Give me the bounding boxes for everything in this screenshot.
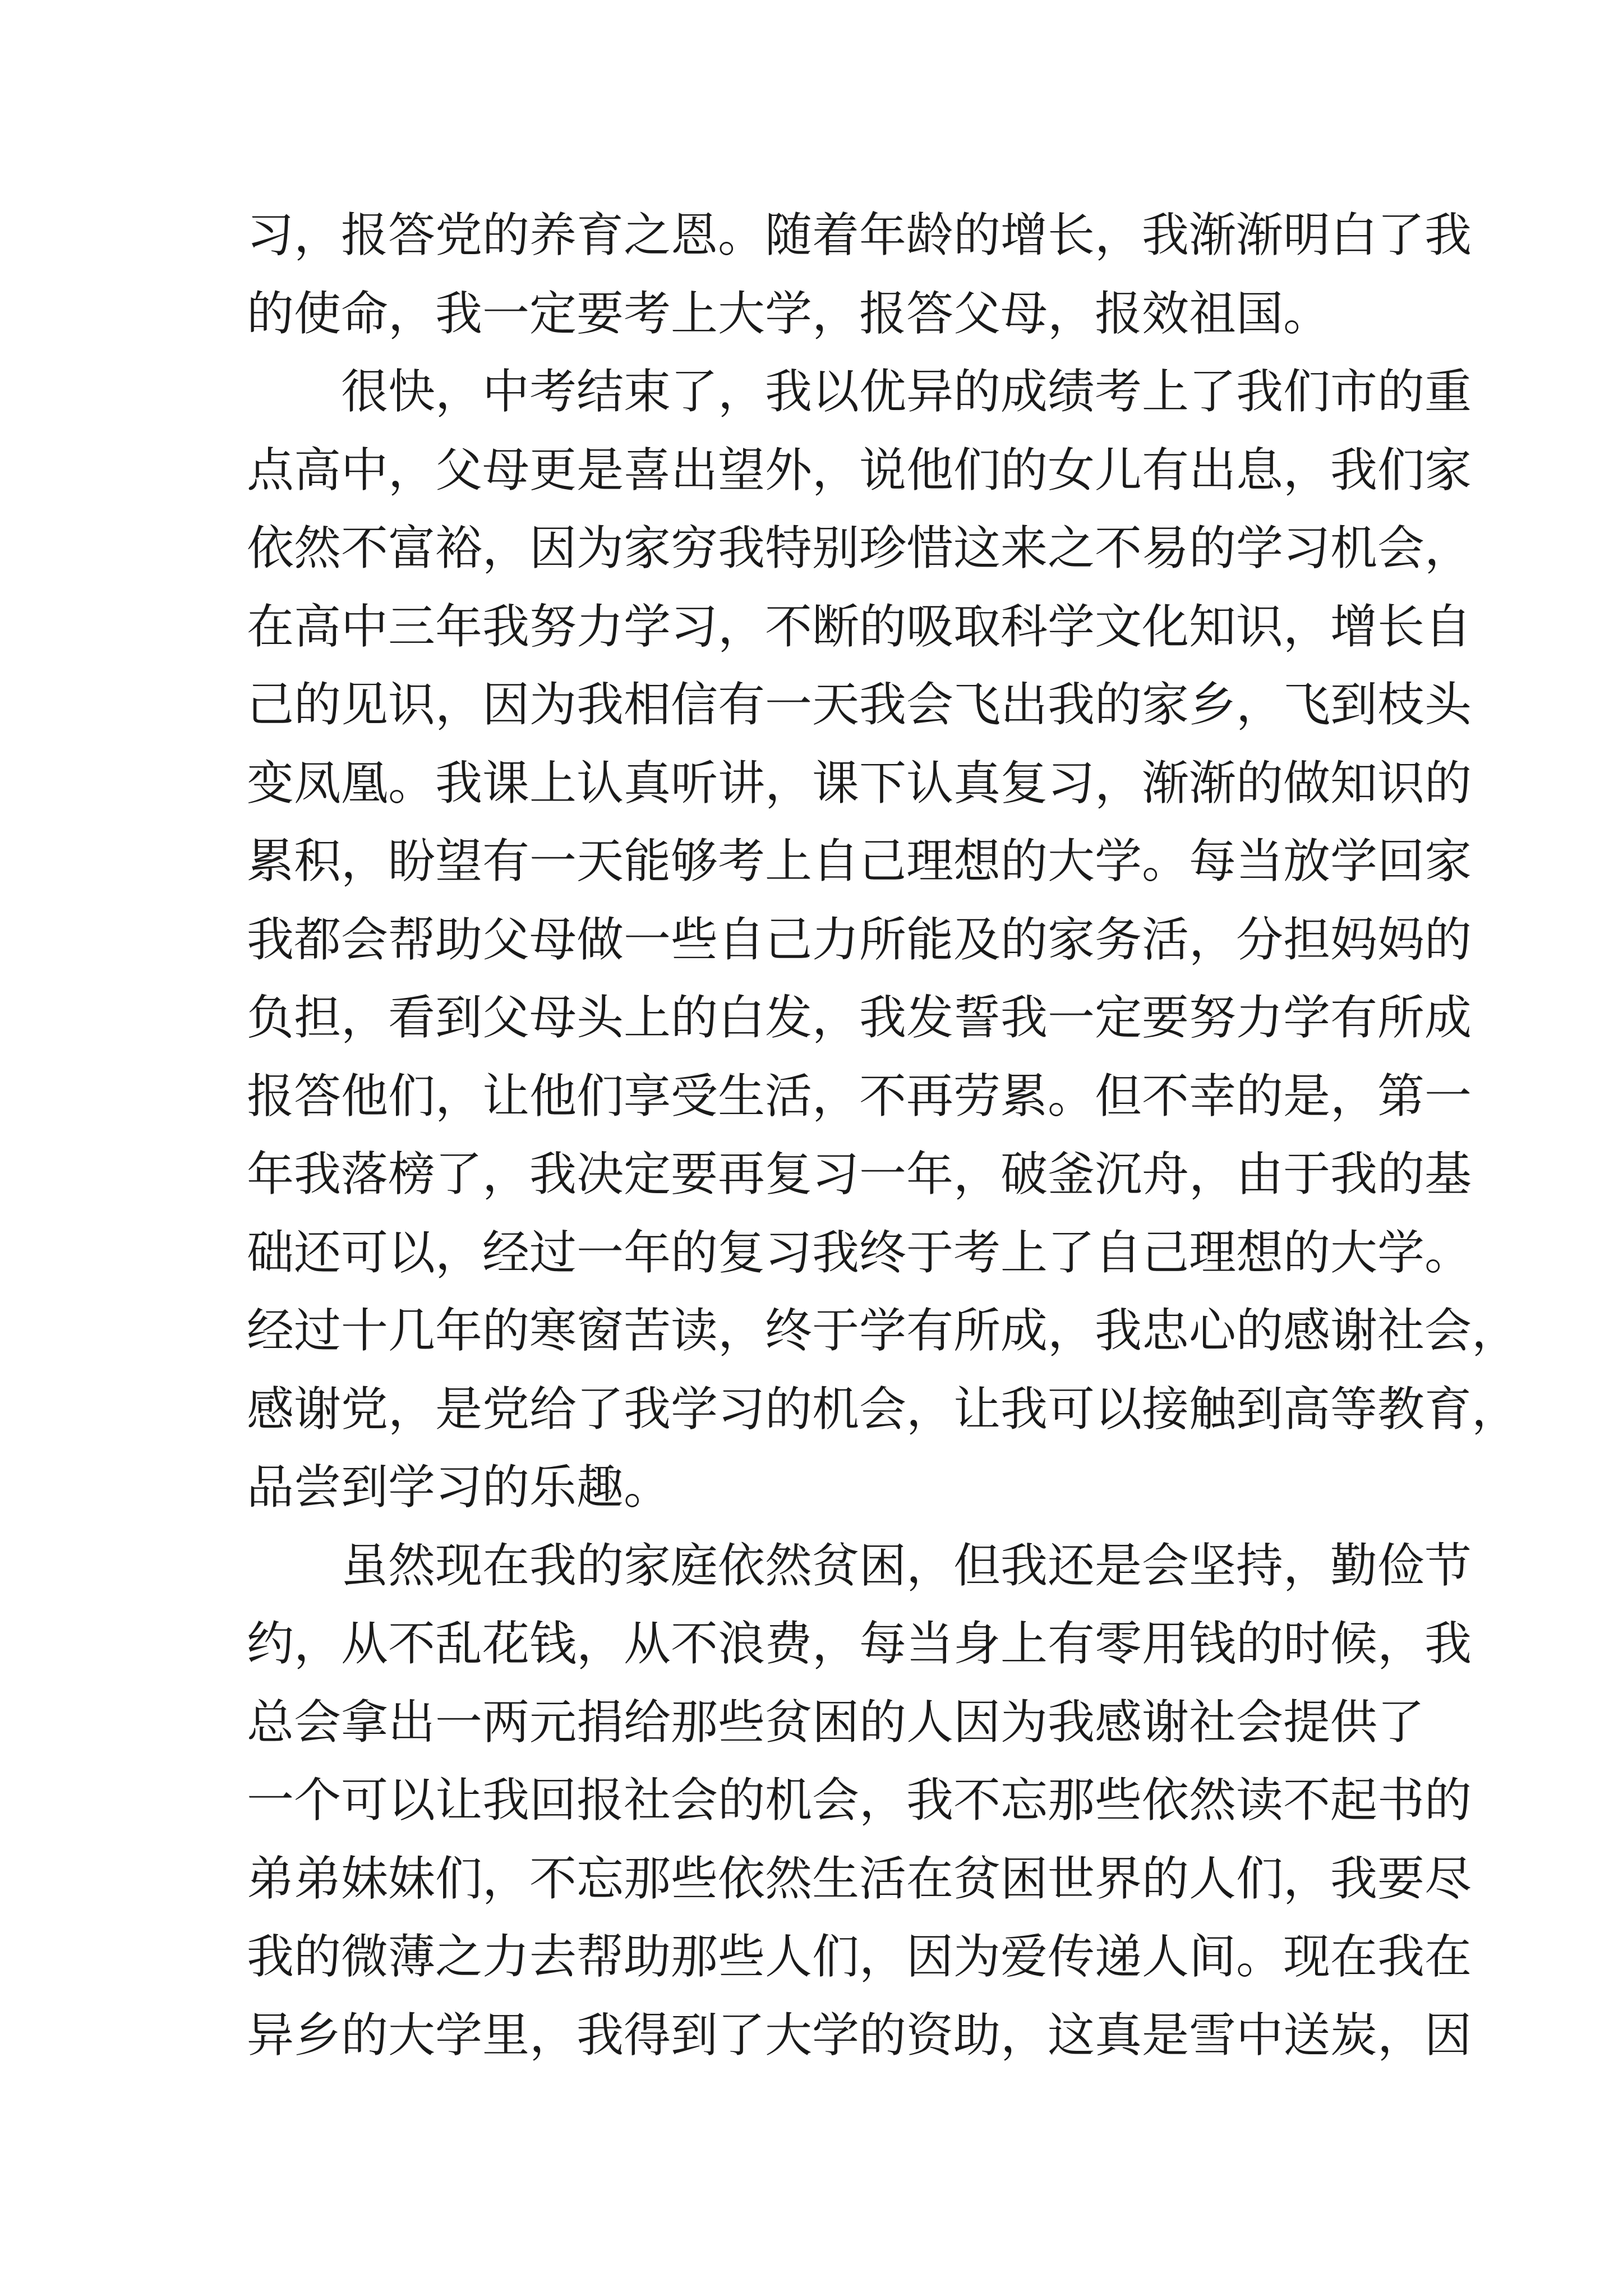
text-line: 依然不富裕，因为家穷我特别珍惜这来之不易的学习机会，: [247, 521, 1472, 576]
text-line: 点高中，父母更是喜出望外，说他们的女儿有出息，我们家: [247, 442, 1472, 498]
body-text: [247, 196, 1519, 2074]
text-line: 负担，看到父母头上的白发，我发誓我一定要努力学有所成: [247, 990, 1472, 1045]
text-line: 报答他们，让他们享受生活，不再劳累。但不幸的是，第一: [247, 1068, 1472, 1124]
text-line: 虽然现在我的家庭依然贫困，但我还是会坚持，勤俭节: [341, 1538, 1472, 1593]
text-line: 约，从不乱花钱，从不浪费，每当身上有零用钱的时候，我: [247, 1616, 1472, 1671]
text-line: 习，报答党的养育之恩。随着年龄的增长，我渐渐明白了我: [247, 208, 1472, 263]
text-line: 很快，中考结束了，我以优异的成绩考上了我们市的重: [341, 364, 1472, 419]
text-line: 总会拿出一两元捐给那些贫困的人因为我感谢社会提供了: [247, 1694, 1425, 1750]
text-line: 累积，盼望有一天能够考上自己理想的大学。每当放学回家: [247, 834, 1472, 889]
text-line: 年我落榜了，我决定要再复习一年，破釜沉舟，由于我的基: [247, 1147, 1472, 1202]
text-line: 异乡的大学里，我得到了大学的资助，这真是雪中送炭，因: [247, 2007, 1472, 2063]
text-line: 弟弟妹妹们，不忘那些依然生活在贫困世界的人们，我要尽: [247, 1851, 1472, 1906]
text-line: 感谢党，是党给了我学习的机会，让我可以接触到高等教育，: [247, 1381, 1519, 1437]
text-line: 础还可以，经过一年的复习我终于考上了自己理想的大学。: [247, 1225, 1472, 1280]
text-line: 我都会帮助父母做一些自己力所能及的家务活，分担妈妈的: [247, 912, 1472, 967]
text-line: 品尝到学习的乐趣。: [247, 1460, 671, 1515]
text-line: 经过十几年的寒窗苦读，终于学有所成，我忠心的感谢社会，: [247, 1303, 1519, 1358]
text-line: 一个可以让我回报社会的机会，我不忘那些依然读不起书的: [247, 1773, 1472, 1828]
text-line: 在高中三年我努力学习，不断的吸取科学文化知识，增长自: [247, 599, 1472, 654]
text-line: 的使命，我一定要考上大学，报答父母，报效祖国。: [247, 286, 1331, 341]
text-line: 己的见识，因为我相信有一天我会飞出我的家乡，飞到枝头: [247, 677, 1472, 732]
text-line: 变凤凰。我课上认真听讲，课下认真复习，渐渐的做知识的: [247, 755, 1472, 811]
text-line: 我的微薄之力去帮助那些人们，因为爱传递人间。现在我在: [247, 1929, 1472, 1984]
